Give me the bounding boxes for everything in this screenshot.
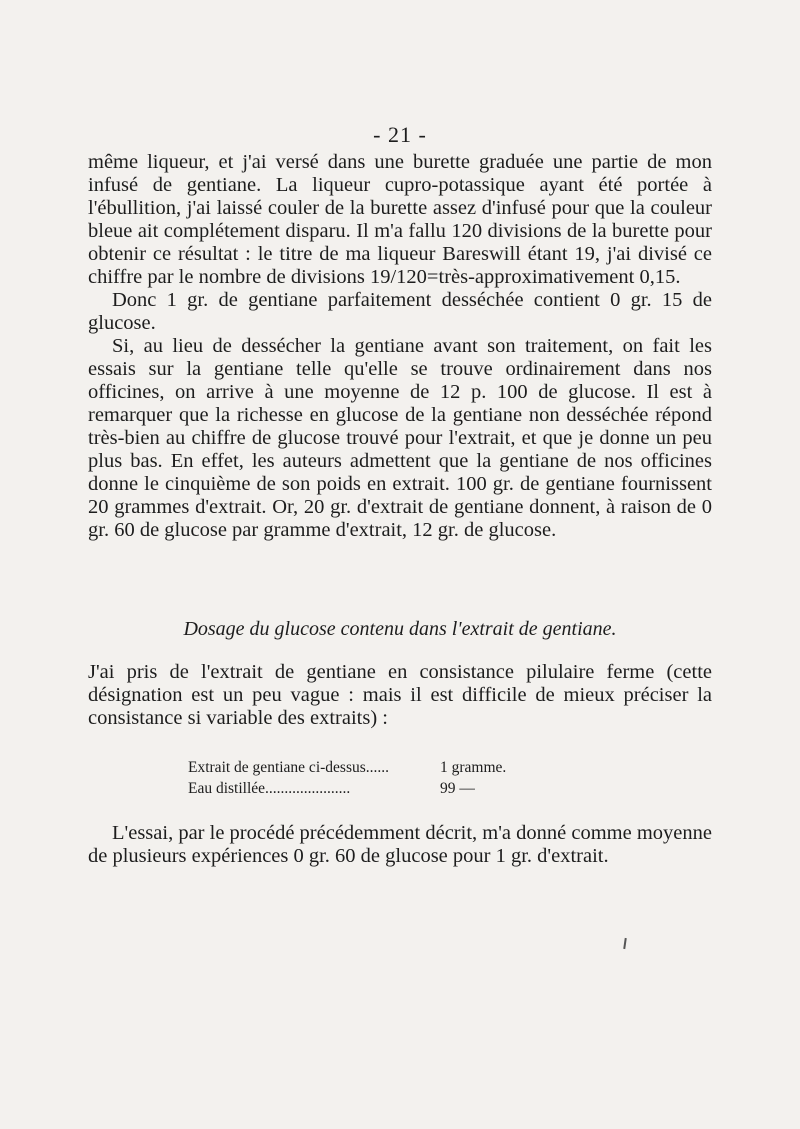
section-paragraph: J'ai pris de l'extrait de gentiane en consistance pilulaire ferme (cette désignation est un peu vague : mais il est difficile de mieux préciser la consistance si variable des extraits) : xyxy=(88,661,712,729)
paragraph-continuation: même liqueur, et j'ai versé dans une burette graduée une partie de mon infusé de gentiane. La liqueur cupro-potassique ayant été portée à l'ébullition, j'ai laissé couler de la burette assez d'infusé pour que la couleur bleue ait complétement disparu. Il m'a fallu 120 divisions de la burette pour obtenir ce résultat : le titre de ma liqueur Bareswill étant 19, j'ai divisé ce chiffre par le nombre de divisions 19/120=très-approximativement 0,15. xyxy=(88,151,712,288)
print-mark xyxy=(623,938,627,949)
recipe-quantity: 1 gramme. xyxy=(440,759,507,776)
page-number: - 21 - xyxy=(373,122,427,147)
recipe-table xyxy=(188,757,628,799)
recipe-ingredient: Eau distillée...................... xyxy=(188,780,351,797)
paragraph-fresh-gentian: Si, au lieu de dessécher la gentiane avant son traitement, on fait les essais sur la gentiane telle qu'elle se trouve ordinairement dans nos officines, on arrive à une moyenne de 12 p. 100 de glucose. Il est à remarquer que la richesse en glucose de la gentiane non desséchée répond très-bien au chiffre de glucose trouvé pour l'extrait, et que je donne un peu plus bas. En effet, les auteurs admettent que la gentiane de nos officines donne le cinquième de son poids en extrait. 100 gr. de gentiane fournissent 20 grammes d'extrait. Or, 20 gr. d'extrait de gentiane donnent, à raison de 0 gr. 60 de glucose par gramme d'extrait, 12 gr. de glucose. xyxy=(88,335,712,541)
body-text-top xyxy=(88,151,712,542)
recipe-quantity: 99 — xyxy=(440,780,475,797)
paragraph-conclusion: Donc 1 gr. de gentiane parfaitement desséchée contient 0 gr. 15 de glucose. xyxy=(88,289,712,334)
section-heading: Dosage du glucose contenu dans l'extrait de gentiane. xyxy=(183,618,617,640)
recipe-ingredient: Extrait de gentiane ci-dessus...... xyxy=(188,759,390,776)
recipe-row xyxy=(188,757,628,778)
recipe-row xyxy=(188,778,628,799)
closing-paragraph: L'essai, par le procédé précédemment décrit, m'a donné comme moyenne de plusieurs expériences 0 gr. 60 de glucose pour 1 gr. d'extrait. xyxy=(88,822,712,867)
